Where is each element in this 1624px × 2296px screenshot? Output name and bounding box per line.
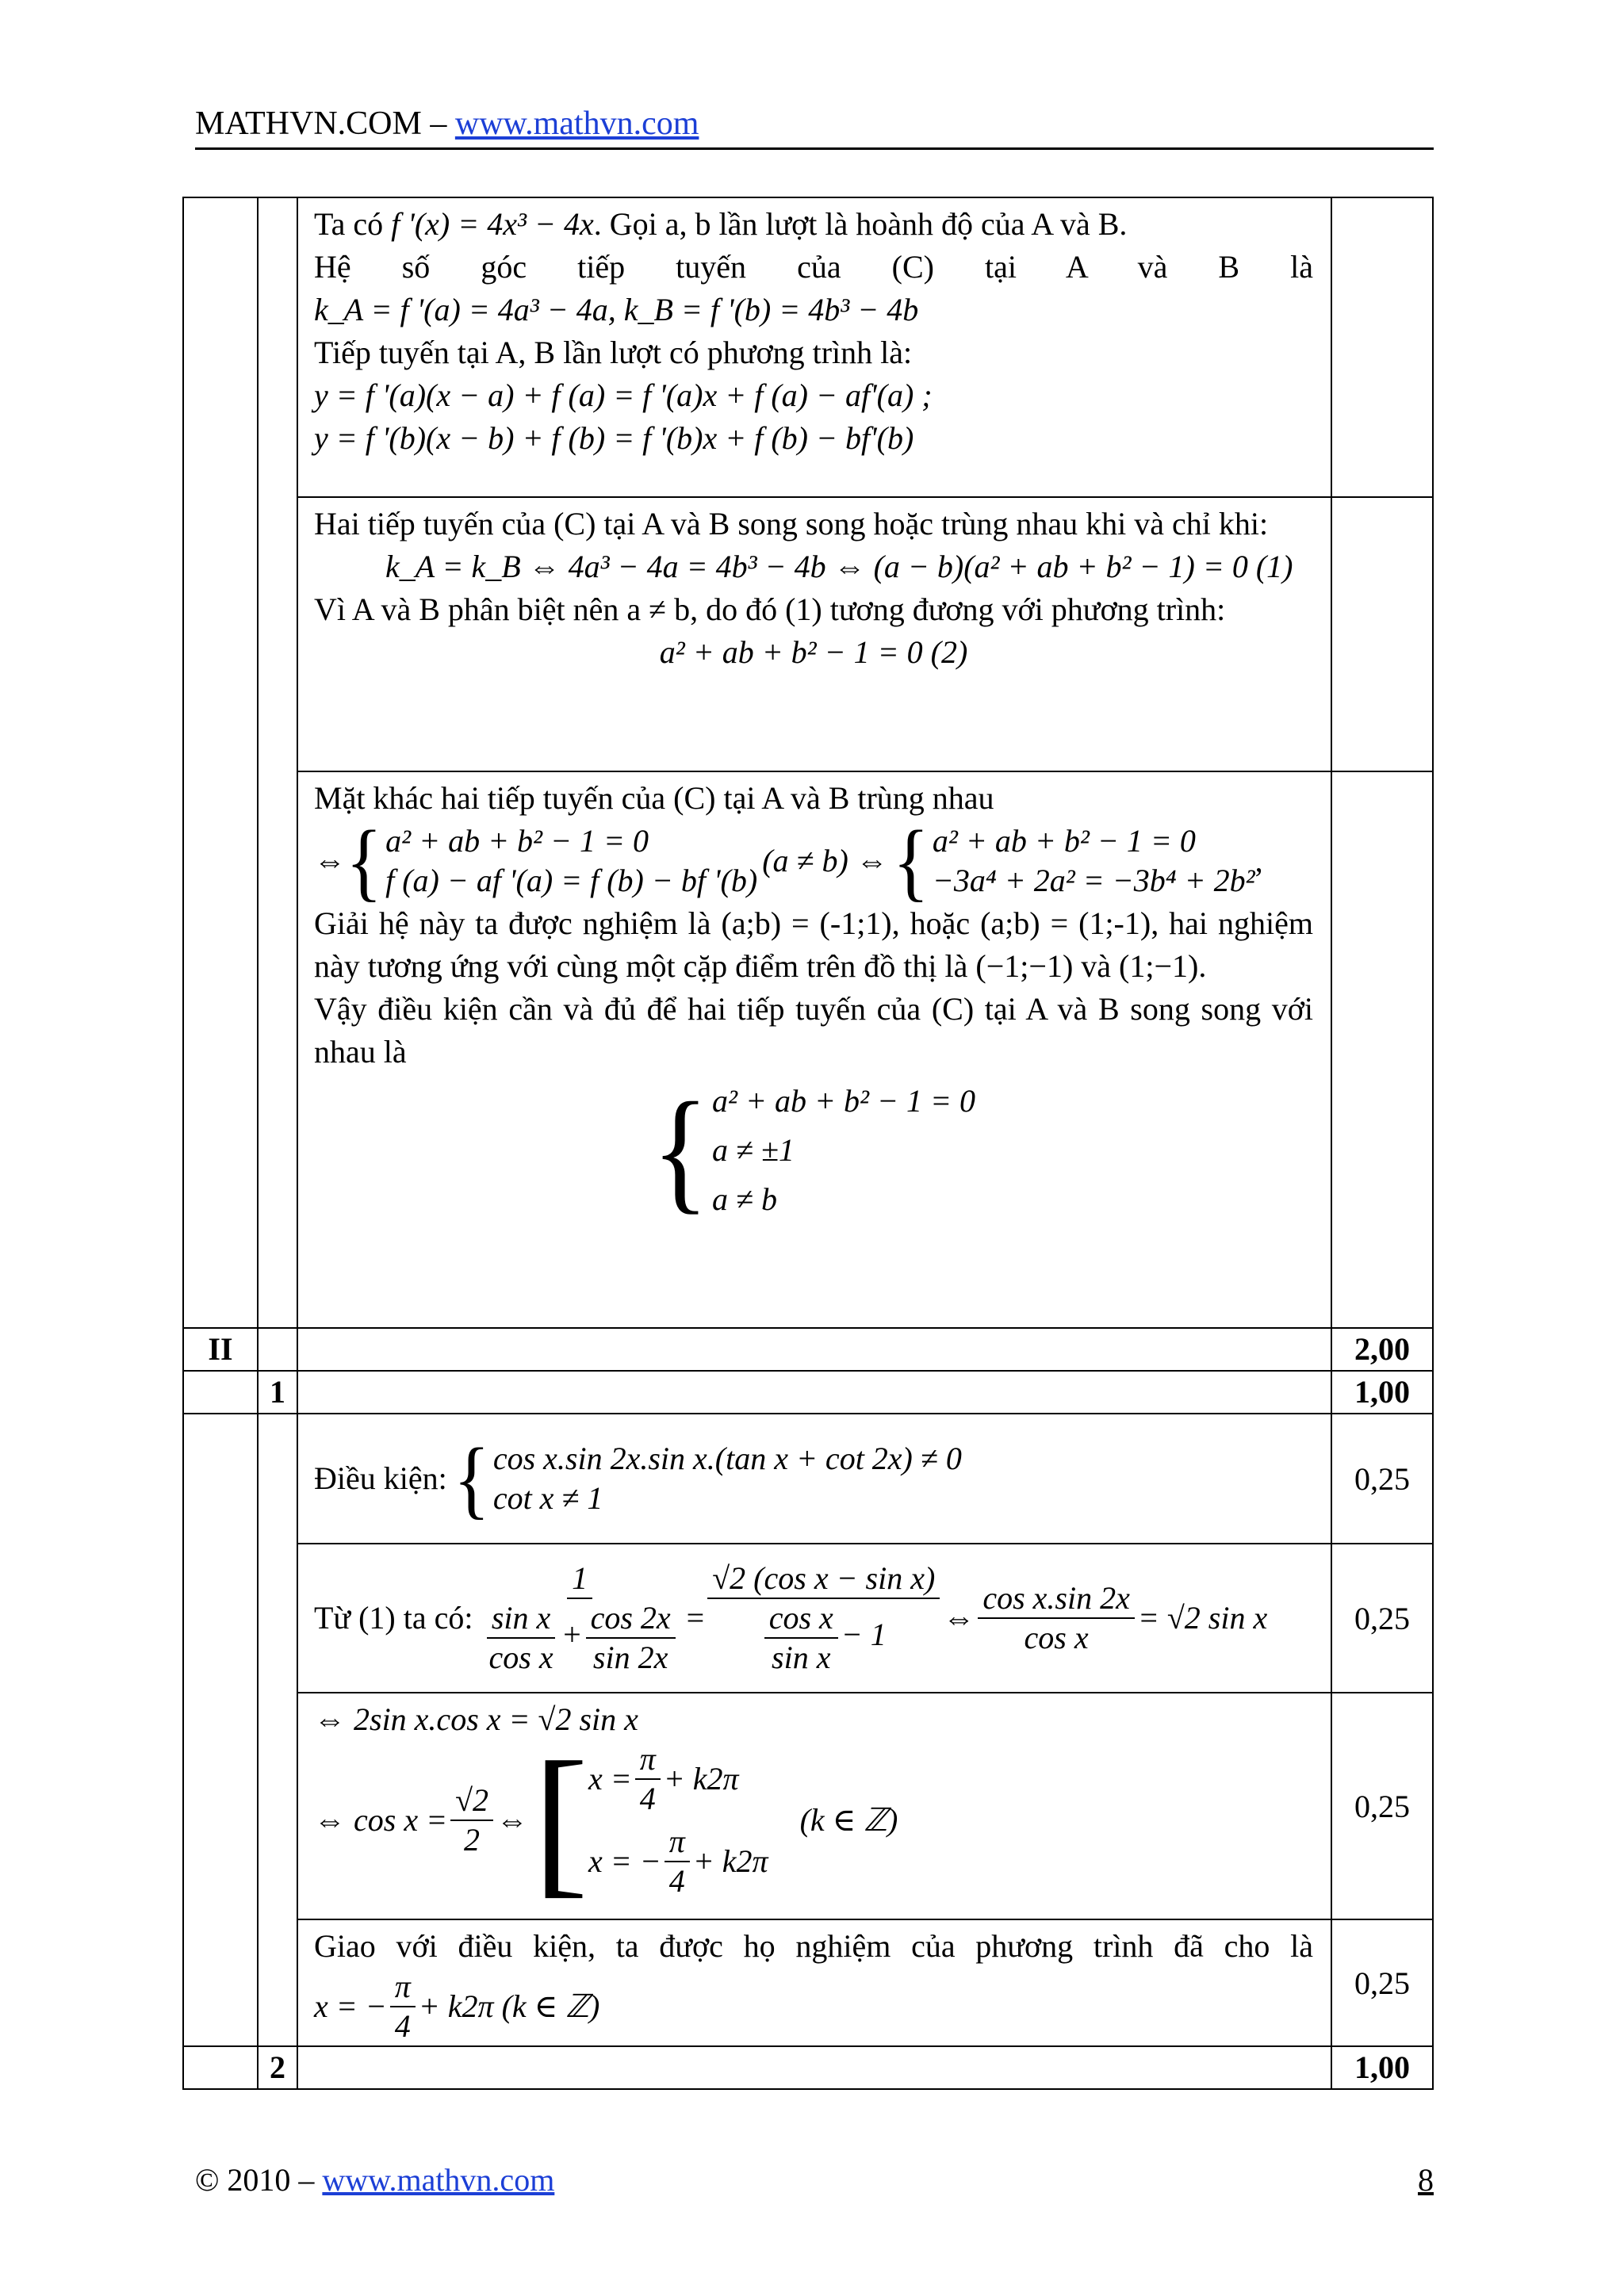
col-item <box>258 1414 297 2046</box>
system-line: ⇔ { a² + ab + b² − 1 = 0 f (a) − af '(a) = f (b) − bf '(b) (a ≠ b) ⇔ { a² + ab + b² − 1 = 0 −3a⁴ + 2a² = −3b⁴ + 2b² , <box>314 811 1263 909</box>
item-label: 2 <box>258 2046 297 2089</box>
solution-cell <box>297 1544 1331 1693</box>
text-line: Vậy điều kiện cần và đủ để hai tiếp tuyến của (C) tại A và B song song với nhau là <box>314 991 1313 1070</box>
score-cell <box>1331 497 1433 771</box>
fraction: $\frac{\text{cos x.sin 2x}}{\text{cos x}}$ <box>978 1579 1135 1657</box>
text-line: Giải hệ này ta được nghiệm là (a;b) = (-1;1), hoặc (a;b) = (1;-1), hai nghiệm này tương ứng với cùng một cặp điểm trên đồ thị là (−1;−1) và (1;−1). <box>314 905 1313 984</box>
col-item <box>258 1328 297 1371</box>
system-row: cos x.sin 2x.sin x.(tan x + cot 2x) ≠ 0 <box>492 1441 962 1476</box>
equation-system: { a² + ab + b² − 1 = 0 a ≠ ±1 a ≠ b <box>652 1074 975 1226</box>
table-row <box>183 497 1433 771</box>
table-row <box>183 771 1433 1328</box>
col-item <box>258 197 297 1328</box>
system-row: a² + ab + b² − 1 = 0 <box>385 823 649 859</box>
page-header <box>195 95 1434 150</box>
fraction: 1 $\frac{\text{sin x}}{\text{cos x}}$ + $\frac{\cos 2x}{\sin 2x}$ <box>477 1559 684 1677</box>
formula: ⇔ 2sin x.cos x = √2 sin x <box>314 1701 638 1737</box>
equation-system: { cos x.sin 2x.sin x.(tan x + cot 2x) ≠ 0 cot x ≠ 1 <box>453 1429 962 1527</box>
solution-cell <box>297 2046 1331 2089</box>
formula: y = f '(a)(x − a) + f (a) = f '(a)x + f (a) − af'(a) ; <box>314 377 933 413</box>
score-cell <box>1331 771 1433 1328</box>
text-span: Ta có <box>314 206 384 242</box>
solution-cell <box>297 1693 1331 1919</box>
col-part <box>183 2046 258 2089</box>
text-span: Từ (1) ta có: <box>314 1600 473 1636</box>
system-row: a² + ab + b² − 1 = 0 <box>932 823 1196 859</box>
part-label: II <box>183 1328 258 1371</box>
formula: a² + ab + b² − 1 = 0 (2) <box>659 634 968 670</box>
score-cell <box>1331 1693 1433 1919</box>
system-row: cot x ≠ 1 <box>492 1480 603 1516</box>
text-span: Điều kiện: <box>314 1460 447 1496</box>
score-cell <box>1331 1919 1433 2046</box>
table-row <box>183 1371 1433 1414</box>
score-total: 1,00 <box>1331 2046 1433 2089</box>
item-label: 1 <box>258 1371 297 1414</box>
page-number: 8 <box>1418 2162 1434 2198</box>
iff-symbol: ⇔ <box>314 843 346 878</box>
score-cell <box>1331 197 1433 497</box>
score-cell <box>1331 1414 1433 1544</box>
solution-cell <box>297 1919 1331 2046</box>
score-total: 2,00 <box>1331 1328 1433 1371</box>
text-line: Hệ số góc tiếp tuyến của (C) tại A và B là <box>314 249 1313 285</box>
site-name: MATHVN.COM <box>195 105 422 142</box>
text-span: . Gọi a, b lần lượt là hoành độ của A và B. <box>593 206 1128 242</box>
solution-cell <box>297 497 1331 771</box>
table-row <box>183 1414 1433 1544</box>
score-value: 0,25 <box>1354 1600 1410 1636</box>
table-row <box>183 1328 1433 1371</box>
system-line <box>314 1074 1313 1226</box>
equation-system: { a² + ab + b² − 1 = 0 −3a⁴ + 2a² = −3b⁴ + 2b² <box>892 811 1255 909</box>
score-cell <box>1331 1544 1433 1693</box>
footer-link[interactable]: www.mathvn.com <box>322 2162 555 2198</box>
system-row: a² + ab + b² − 1 = 0 <box>712 1083 975 1119</box>
text-line <box>314 203 1313 246</box>
formula-line: x = − $\frac{\pi}{4}$ + k2π (k ∈ ℤ) <box>314 1969 600 2044</box>
copyright: © 2010 – <box>195 2162 323 2198</box>
score-value: 0,25 <box>1354 1460 1410 1497</box>
fraction: √2 (cos x − sin x) $\frac{\text{cos x}}{\text{sin x}}$ − 1 <box>707 1559 940 1677</box>
score-value: 0,25 <box>1354 1965 1410 2001</box>
solution-cell <box>297 1371 1331 1414</box>
col-part <box>183 197 258 1328</box>
solution-cell <box>297 1328 1331 1371</box>
formula-line: ⇔ cos x = $\frac{√2}{2}$ ⇔ [ x = $\frac{\pi}{4}$ + k2π x = − $\frac{\pi}{4}$ + k2π (k ∈ ℤ) <box>314 1728 898 1912</box>
system-row: f (a) − af '(a) = f (b) − bf '(b) <box>385 863 758 898</box>
answer-table <box>182 197 1434 2090</box>
score-value: 0,25 <box>1354 1788 1410 1824</box>
equals: = <box>686 1600 705 1636</box>
text-line: Giao với điều kiện, ta được họ nghiệm của phương trình đã cho là <box>314 1928 1313 1964</box>
system-row: a ≠ ±1 <box>712 1132 795 1168</box>
formula: k_A = k_B ⇔ 4a³ − 4a = 4b³ − 4b ⇔ (a − b)(a² + ab + b² − 1) = 0 (1) <box>385 549 1293 584</box>
bracket: [ <box>533 1728 588 1912</box>
formula: k_A = f '(a) = 4a³ − 4a, k_B = f '(b) = 4b³ − 4b <box>314 292 919 327</box>
text-line: Vì A và B phân biệt nên a ≠ b, do đó (1) tương đương với phương trình: <box>314 591 1226 627</box>
table-row <box>183 1544 1433 1693</box>
solution-cell <box>297 771 1331 1328</box>
formula: y = f '(b)(x − b) + f (b) = f '(b)x + f (b) − bf'(b) <box>314 420 914 456</box>
table-row <box>183 2046 1433 2089</box>
table-row <box>183 1693 1433 1919</box>
header-separator: – <box>421 105 455 142</box>
table-row <box>183 1919 1433 2046</box>
table-row <box>183 197 1433 497</box>
text-line: Tiếp tuyến tại A, B lần lượt có phương trình là: <box>314 335 913 370</box>
col-part <box>183 1414 258 2046</box>
equation-system: { a² + ab + b² − 1 = 0 f (a) − af '(a) = f (b) − bf '(b) <box>346 811 758 909</box>
condition: (a ≠ b) ⇔ <box>762 843 888 878</box>
system-row: a ≠ b <box>712 1181 777 1217</box>
header-link[interactable]: www.mathvn.com <box>454 105 699 142</box>
header-title <box>195 105 699 143</box>
text-line: Mặt khác hai tiếp tuyến của (C) tại A và B trùng nhau <box>314 780 994 816</box>
system-row: −3a⁴ + 2a² = −3b⁴ + 2b² <box>932 863 1255 898</box>
solution-cell <box>297 1414 1331 1544</box>
col-part <box>183 1371 258 1414</box>
score-total: 1,00 <box>1331 1371 1433 1414</box>
iff-symbol: ⇔ <box>943 1600 975 1636</box>
page-footer <box>195 2161 1434 2198</box>
formula: f '(x) = 4x³ − 4x <box>391 206 594 242</box>
text-line: Hai tiếp tuyến của (C) tại A và B song song hoặc trùng nhau khi và chỉ khi: <box>314 506 1269 541</box>
solution-cell <box>297 197 1331 497</box>
formula: = √2 sin x <box>1137 1600 1268 1636</box>
